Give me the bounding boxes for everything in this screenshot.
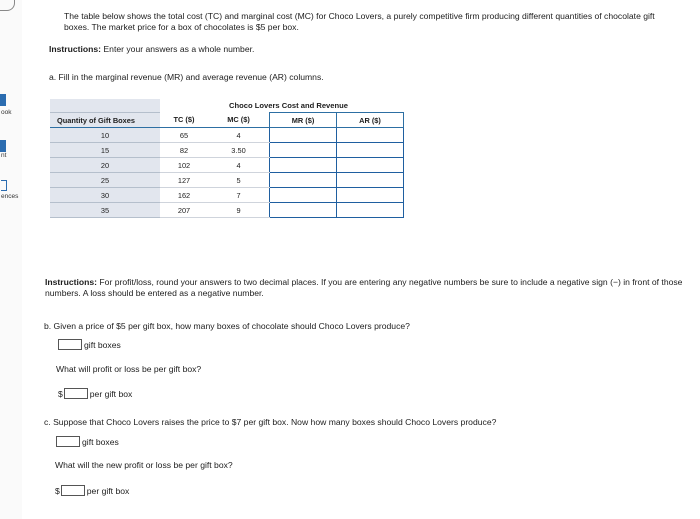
cell-mc: 3.50 (208, 143, 270, 158)
intro-text: The table below shows the total cost (TC) and marginal cost (MC) for Choco Lovers, a purely competitive firm producing different quantities of chocolate gift boxes. The market price for a box of chocolates is $5 per box. (64, 11, 655, 32)
cell-mc: 4 (208, 128, 270, 143)
question-b-followup: What will profit or loss be per gift box? (56, 364, 202, 374)
question-a: a. Fill in the marginal revenue (MR) and average revenue (AR) columns. (49, 72, 324, 82)
sidebar-ebook-icon[interactable] (0, 94, 6, 106)
mr-input[interactable] (270, 188, 337, 203)
cell-tc: 102 (160, 158, 208, 173)
table-row (50, 173, 404, 188)
unit-label: gift boxes (84, 339, 121, 350)
table-row (50, 143, 404, 158)
instructions-text: Enter your answers as a whole number. (101, 44, 255, 54)
cell-tc: 162 (160, 188, 208, 203)
cell-tc: 207 (160, 203, 208, 218)
sidebar-item-label-ebook[interactable]: ook (1, 109, 12, 116)
cell-quantity: 20 (50, 158, 160, 173)
cell-quantity: 30 (50, 188, 160, 203)
question-c-quantity-row (56, 436, 119, 447)
cell-mc: 4 (208, 158, 270, 173)
table-row (50, 203, 404, 218)
cell-quantity: 25 (50, 173, 160, 188)
question-b-quantity-row (58, 339, 121, 350)
question-b: b. Given a price of $5 per gift box, how many boxes of chocolate should Choco Lovers produce? (44, 321, 410, 331)
mr-input[interactable] (270, 143, 337, 158)
instructions-profit-loss (45, 277, 685, 299)
ar-input[interactable] (337, 158, 404, 173)
unit-label: per gift box (89, 388, 133, 399)
table-row (50, 128, 404, 143)
mr-input[interactable] (270, 173, 337, 188)
instructions-label: Instructions: (45, 277, 98, 287)
cell-tc: 65 (160, 128, 208, 143)
cell-tc: 82 (160, 143, 208, 158)
ar-input[interactable] (337, 173, 404, 188)
mr-input[interactable] (270, 203, 337, 218)
cell-quantity: 15 (50, 143, 160, 158)
quantity-input-c[interactable] (56, 436, 80, 447)
cell-mc: 7 (208, 188, 270, 203)
ar-input[interactable] (337, 203, 404, 218)
cost-revenue-table (50, 99, 404, 218)
ar-input[interactable] (337, 188, 404, 203)
dollar-sign: $ (55, 485, 60, 496)
question-c: c. Suppose that Choco Lovers raises the price to $7 per gift box. Now how many boxes should Choco Lovers produce? (44, 417, 497, 427)
quantity-input-b[interactable] (58, 339, 82, 350)
cell-mc: 9 (208, 203, 270, 218)
unit-label: gift boxes (82, 436, 119, 447)
mr-input[interactable] (270, 158, 337, 173)
instructions-text: For profit/loss, round your answers to two decimal places. If you are entering any negative numbers be sure to include a negative sign (−) in front of those numbers. A loss should be entered as a negative number. (45, 277, 683, 298)
header-quantity: Quantity of Gift Boxes (50, 113, 160, 128)
profit-input-b[interactable] (64, 388, 88, 399)
sidebar-item-label-print[interactable]: nt (1, 152, 7, 159)
cell-mc: 5 (208, 173, 270, 188)
question-c-followup: What will the new profit or loss be per gift box? (55, 460, 233, 470)
ar-input[interactable] (337, 143, 404, 158)
cell-quantity: 35 (50, 203, 160, 218)
mr-input[interactable] (270, 128, 337, 143)
instructions-label: Instructions: (49, 44, 102, 54)
profit-input-c[interactable] (61, 485, 85, 496)
cell-quantity: 10 (50, 128, 160, 143)
header-mr: MR ($) (270, 113, 337, 128)
sidebar-references-icon[interactable] (1, 180, 7, 191)
sidebar-print-icon[interactable] (0, 140, 6, 152)
left-sidebar (0, 0, 22, 519)
question-c-profit-row (55, 485, 129, 496)
ar-input[interactable] (337, 128, 404, 143)
header-ar: AR ($) (337, 113, 404, 128)
unit-label: per gift box (86, 485, 130, 496)
header-mc: MC ($) (208, 113, 270, 128)
cell-tc: 127 (160, 173, 208, 188)
instructions-whole-number (49, 44, 254, 54)
table-row (50, 188, 404, 203)
sidebar-item-label-references[interactable]: ences (1, 193, 19, 200)
sidebar-top-edge (0, 0, 15, 11)
question-b-profit-row (58, 388, 132, 399)
header-tc: TC ($) (160, 113, 208, 128)
dollar-sign: $ (58, 388, 63, 399)
table-title: Choco Lovers Cost and Revenue (229, 101, 348, 110)
table-row (50, 158, 404, 173)
